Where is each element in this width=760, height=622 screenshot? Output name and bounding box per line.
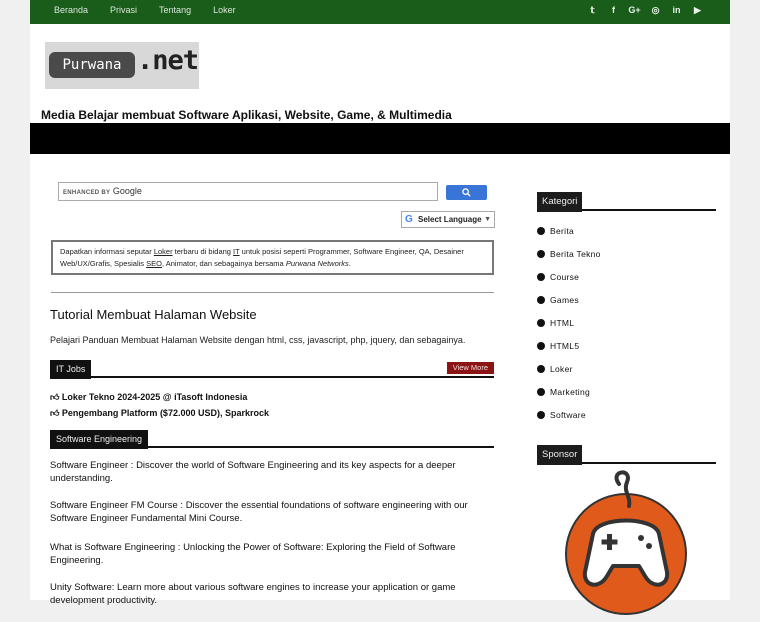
bullet-icon xyxy=(537,342,545,350)
job-item[interactable] xyxy=(50,408,269,419)
kategori-header xyxy=(537,191,716,211)
category-item-berita[interactable] xyxy=(537,226,574,236)
logo-text-purwana: Purwana xyxy=(49,52,135,78)
chevron-down-icon: ▼ xyxy=(484,216,491,223)
nav-link-privasi[interactable]: Privasi xyxy=(110,5,138,15)
info-text: , Animator, dan sebagainya bersama xyxy=(161,259,286,268)
google-brand-label: Google xyxy=(112,186,142,196)
bullet-icon xyxy=(537,388,545,396)
social-links xyxy=(582,5,708,16)
category-label: Marketing xyxy=(550,387,591,397)
category-item-marketing[interactable] xyxy=(537,387,590,397)
category-label: Berita xyxy=(550,226,575,236)
google-g-icon: G xyxy=(405,214,413,225)
linkedin-icon[interactable]: in xyxy=(672,5,681,15)
loker-info-box xyxy=(51,240,494,275)
bullet-icon xyxy=(537,319,545,327)
article-item[interactable]: Software Engineer : Discover the world of Software Engineering and its key aspects for a deeper understanding. xyxy=(50,460,456,484)
job-item[interactable] xyxy=(50,392,247,403)
site-tagline: Media Belajar membuat Software Aplikasi, Website, Game, & Multimedia xyxy=(41,108,452,122)
page-title[interactable]: Tutorial Membuat Halaman Website xyxy=(50,307,257,322)
info-link-seo[interactable]: SEO xyxy=(146,259,162,268)
info-text: untuk posisi seperti Programmer, Software Engineer, QA, Desainer Web/UX/Grafis, Spesialis xyxy=(60,247,464,268)
software-engineering-header xyxy=(50,429,494,448)
top-navigation xyxy=(30,0,730,24)
category-label: Berita Tekno xyxy=(550,249,601,259)
youtube-icon[interactable]: ▶ xyxy=(694,5,701,15)
job-title: Pengembang Platform ($72.000 USD), Sparkrock xyxy=(61,408,269,418)
article-item[interactable]: Unity Software: Learn more about various software engines to increase your application or game development productivity. xyxy=(50,582,456,606)
nav-link-loker[interactable]: Loker xyxy=(213,5,236,15)
kategori-label: Kategori xyxy=(537,192,582,212)
it-jobs-label: IT Jobs xyxy=(50,360,91,379)
bullet-icon xyxy=(537,250,545,258)
view-more-button[interactable]: View More xyxy=(447,362,494,374)
site-logo[interactable] xyxy=(45,42,199,89)
facebook-icon[interactable]: f xyxy=(612,5,615,15)
category-item-html5[interactable] xyxy=(537,341,579,351)
divider xyxy=(51,292,494,293)
it-jobs-header xyxy=(50,359,494,378)
category-label: Games xyxy=(550,295,579,305)
article-item[interactable]: What is Software Engineering : Unlocking the Power of Software: Exploring the Field of Software Engineering. xyxy=(50,542,456,566)
info-link-it[interactable]: IT xyxy=(233,247,240,256)
info-link-loker[interactable]: Loker xyxy=(153,247,173,256)
sponsor-header xyxy=(537,444,716,464)
category-item-html[interactable] xyxy=(537,318,574,328)
twitter-icon[interactable]: 𝕥 xyxy=(590,5,595,15)
category-item-loker[interactable] xyxy=(537,364,573,374)
language-select-label: Select Language xyxy=(418,215,482,224)
category-label: Software xyxy=(550,410,586,420)
info-brand: Purwana Networks xyxy=(285,259,349,268)
bullet-icon xyxy=(537,365,545,373)
instagram-icon[interactable]: ◎ xyxy=(651,5,660,15)
top-nav-links xyxy=(54,0,258,20)
search-placeholder xyxy=(63,186,142,196)
page-container xyxy=(30,0,730,606)
job-title: Loker Tekno 2024-2025 @ iTasoft Indonesia xyxy=(61,392,248,402)
article-item[interactable]: Software Engineer FM Course : Discover the essential foundations of software engineering with our Software Engineer Fundamental Mini Course. xyxy=(50,500,468,524)
nav-link-tentang[interactable]: Tentang xyxy=(159,5,192,15)
thumbs-up-icon: 👍︎ xyxy=(50,408,60,418)
enhanced-by-label: ENHANCED BY xyxy=(63,190,111,196)
search-input[interactable] xyxy=(58,182,438,201)
bullet-icon xyxy=(537,227,545,235)
google-plus-icon[interactable]: G+ xyxy=(628,5,641,15)
category-label: HTML xyxy=(550,318,575,328)
sponsor-gamepad-logo[interactable] xyxy=(557,472,695,622)
category-item-berita-tekno[interactable] xyxy=(537,249,601,259)
category-label: Course xyxy=(550,272,580,282)
logo-text-net: .net xyxy=(137,45,199,76)
main-menu-bar xyxy=(30,123,730,154)
software-engineering-label: Software Engineering xyxy=(50,430,148,449)
bullet-icon xyxy=(537,296,545,304)
category-item-software[interactable] xyxy=(537,410,586,420)
category-label: Loker xyxy=(550,364,573,374)
search-icon xyxy=(462,188,471,197)
language-select[interactable] xyxy=(401,211,495,228)
category-label: HTML5 xyxy=(550,341,580,351)
info-text: terbaru di bidang xyxy=(172,247,234,256)
info-text: Dapatkan informasi seputar xyxy=(60,247,154,256)
info-text: . xyxy=(348,259,351,268)
nav-link-beranda[interactable]: Beranda xyxy=(54,5,89,15)
search-button[interactable] xyxy=(446,185,487,200)
category-item-course[interactable] xyxy=(537,272,579,282)
page-description: Pelajari Panduan Membuat Halaman Website dengan html, css, javascript, php, jquery, dan sebagainya. xyxy=(50,335,466,345)
bullet-icon xyxy=(537,273,545,281)
category-item-games[interactable] xyxy=(537,295,579,305)
bullet-icon xyxy=(537,411,545,419)
thumbs-up-icon: 👍︎ xyxy=(50,392,60,402)
sponsor-label: Sponsor xyxy=(537,445,582,465)
